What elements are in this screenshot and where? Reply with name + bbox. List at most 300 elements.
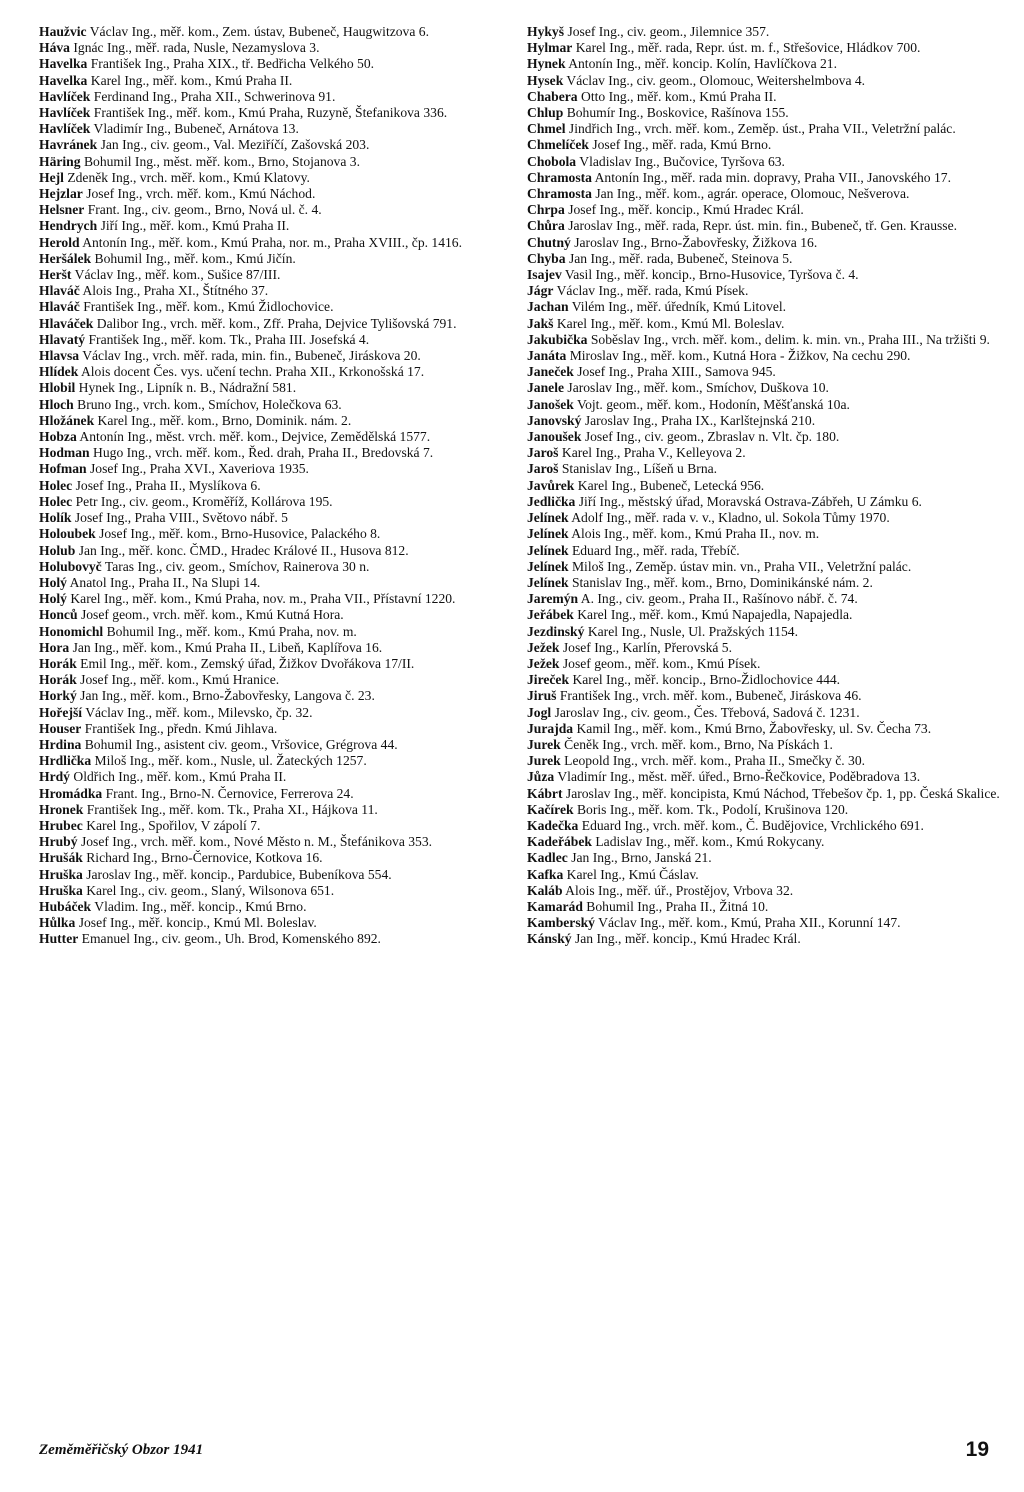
entry-surname: Jireček <box>527 672 570 688</box>
entry-details: Josef geom., měř. kom., Kmú Písek. <box>562 655 761 671</box>
entry-details: Karel Ing., Spořilov, V zápolí 7. <box>86 817 261 833</box>
directory-entry <box>39 170 515 186</box>
directory-entry <box>527 332 1003 348</box>
entry-surname: Ježek <box>527 639 560 655</box>
entry-details: Karel Ing., měř. kom., Kmú Ml. Boleslav. <box>556 315 785 331</box>
right-column <box>527 24 1003 948</box>
directory-entry <box>39 186 515 202</box>
directory-entry <box>39 105 515 121</box>
directory-entry <box>39 688 515 704</box>
entry-surname: Hynek <box>527 56 566 72</box>
entry-surname: Holub <box>39 542 76 558</box>
directory-entry <box>527 867 1003 883</box>
entry-surname: Hejl <box>39 169 64 185</box>
entry-surname: Hubáček <box>39 898 92 914</box>
entry-surname: Haužvic <box>39 24 87 39</box>
entry-details: Jaroslav Ing., měř. koncipista, Kmú Náchod, Třebešov čp. 1, pp. Česká Skalice. <box>565 785 1000 801</box>
entry-details: Antonín Ing., měř. koncip. Kolín, Havlíčkova 21. <box>568 56 837 72</box>
entry-details: Emil Ing., měř. kom., Zemský úřad, Žižkov Dvořákova 17/II. <box>80 655 415 671</box>
page-footer <box>39 1438 989 1472</box>
directory-entry <box>527 640 1003 656</box>
directory-entry <box>39 461 515 477</box>
entry-surname: Kadeřábek <box>527 834 592 850</box>
entry-surname: Jachan <box>527 299 569 315</box>
entry-details: Petr Ing., civ. geom., Kroměříž, Kollárova 195. <box>75 493 333 509</box>
directory-entry <box>527 899 1003 915</box>
entry-surname: Chabera <box>527 88 578 104</box>
directory-entry <box>527 137 1003 153</box>
entry-surname: Hrušák <box>39 850 83 866</box>
entry-details: Boris Ing., měř. kom. Tk., Podolí, Krušinova 120. <box>576 801 849 817</box>
directory-entry <box>527 154 1003 170</box>
entry-surname: Háva <box>39 40 70 56</box>
entry-surname: Jelínek <box>527 542 569 558</box>
entry-details: Josef Ing., civ. geom., Jilemnice 357. <box>567 24 770 39</box>
entry-surname: Janovský <box>527 412 582 428</box>
entry-surname: Hutter <box>39 931 79 947</box>
entry-details: Karel Ing., měř. kom., Kmú Praha, nov. m., Praha VII., Přístavní 1220. <box>70 591 456 607</box>
entry-surname: Hloch <box>39 396 74 412</box>
directory-entry <box>39 705 515 721</box>
directory-entry <box>39 73 515 89</box>
entry-surname: Jůza <box>527 769 555 785</box>
entry-surname: Holoubek <box>39 526 96 542</box>
directory-entry <box>39 299 515 315</box>
entry-details: Josef Ing., měř. koncip., Kmú Hradec Král. <box>568 202 804 218</box>
entry-surname: Kánský <box>527 931 572 947</box>
entry-surname: Kadlec <box>527 850 568 866</box>
directory-entry <box>39 202 515 218</box>
entry-details: Karel Ing., měř. kom., Kmú Praha II. <box>90 72 293 88</box>
entry-surname: Kačírek <box>527 801 574 817</box>
entry-details: Jan Ing., civ. geom., Val. Meziříčí, Zašovská 203. <box>100 137 370 153</box>
entry-details: Josef Ing., měř. kom., Brno-Husovice, Palackého 8. <box>99 526 381 542</box>
directory-entry <box>527 656 1003 672</box>
entry-surname: Honců <box>39 607 78 623</box>
directory-entry <box>527 478 1003 494</box>
entry-details: František Ing., měř. kom. Tk., Praha III. Josefská 4. <box>88 331 370 347</box>
directory-entry <box>527 688 1003 704</box>
entry-details: Anatol Ing., Praha II., Na Slupi 14. <box>69 574 261 590</box>
entry-surname: Horký <box>39 688 77 704</box>
entry-details: Bohumil Ing., měst. měř. kom., Brno, Stojanova 3. <box>83 153 360 169</box>
entry-surname: Jogl <box>527 704 552 720</box>
directory-entry <box>527 170 1003 186</box>
entry-surname: Jaroš <box>527 461 559 477</box>
directory-entry <box>527 89 1003 105</box>
directory-entry <box>527 591 1003 607</box>
directory-entry <box>527 802 1003 818</box>
entry-details: František Ing., měř. kom. Tk., Praha XI., Hájkova 11. <box>86 801 378 817</box>
entry-surname: Chutný <box>527 234 571 250</box>
entry-details: Otto Ing., měř. kom., Kmú Praha II. <box>581 88 777 104</box>
directory-entry <box>39 769 515 785</box>
directory-entry <box>39 478 515 494</box>
entry-surname: Chůra <box>527 218 565 234</box>
directory-entry <box>39 624 515 640</box>
entry-details: Alois Ing., měř. úř., Prostějov, Vrbova 32. <box>565 882 794 898</box>
entry-details: František Ing., vrch. měř. kom., Bubeneč, Jiráskova 46. <box>559 688 862 704</box>
entry-surname: Hejzlar <box>39 186 83 202</box>
entry-details: Jan Ing., měř. kom., Brno-Žabovřesky, Langova č. 23. <box>80 688 375 704</box>
directory-entry <box>39 786 515 802</box>
entry-details: Vladimír Ing., měst. měř. úřed., Brno-Řečkovice, Poděbradova 13. <box>557 769 921 785</box>
entry-surname: Havlíček <box>39 121 91 137</box>
entry-details: Hynek Ing., Lipník n. B., Nádražní 581. <box>78 380 297 396</box>
entry-details: Čeněk Ing., vrch. měř. kom., Brno, Na Pískách 1. <box>564 736 833 752</box>
entry-details: Jan Ing., měř. rada, Bubeneč, Steinova 5. <box>568 250 793 266</box>
directory-entry <box>39 348 515 364</box>
entry-surname: Chmel <box>527 121 566 137</box>
directory-entry <box>527 672 1003 688</box>
entry-details: Karel Ing., civ. geom., Slaný, Wilsonova 651. <box>86 882 335 898</box>
directory-entry <box>527 40 1003 56</box>
entry-details: Josef geom., vrch. měř. kom., Kmú Kutná Hora. <box>80 607 344 623</box>
entry-details: Zdeněk Ing., vrch. měř. kom., Kmú Klatovy. <box>67 169 310 185</box>
directory-entry <box>527 56 1003 72</box>
entry-details: Josef Ing., Praha II., Myslíkova 6. <box>75 477 261 493</box>
entry-details: Frant. Ing., Brno-N. Černovice, Ferrerova 24. <box>105 785 354 801</box>
entry-details: Adolf Ing., měř. rada v. v., Kladno, ul. Sokola Tůmy 1970. <box>571 510 890 526</box>
entry-surname: Hořejší <box>39 704 83 720</box>
entry-details: Miroslav Ing., měř. kom., Kutná Hora - Žižkov, Na cechu 290. <box>569 348 911 364</box>
directory-entry <box>39 332 515 348</box>
entry-surname: Havlíček <box>39 105 91 121</box>
entry-surname: Hobza <box>39 429 77 445</box>
entry-details: Jaroslav Ing., Praha IX., Karlštejnská 210. <box>584 412 816 428</box>
entry-details: Bruno Ing., vrch. kom., Smíchov, Holečkova 63. <box>77 396 342 412</box>
directory-entry <box>39 526 515 542</box>
entry-details: František Ing., měř. kom., Kmú Praha, Ruzyně, Štefanikova 336. <box>93 105 448 121</box>
directory-entry <box>39 591 515 607</box>
entry-surname: Kamarád <box>527 898 583 914</box>
entry-surname: Hrdlička <box>39 753 92 769</box>
entry-details: Taras Ing., civ. geom., Smíchov, Rainerova 30 n. <box>104 558 370 574</box>
directory-entry <box>527 267 1003 283</box>
directory-entry <box>39 251 515 267</box>
entry-surname: Hrdý <box>39 769 70 785</box>
entry-surname: Kábrt <box>527 785 563 801</box>
directory-entry <box>39 235 515 251</box>
entry-details: Václav Ing., měř. kom., Milevsko, čp. 32. <box>85 704 313 720</box>
entry-surname: Javůrek <box>527 477 575 493</box>
entry-surname: Hromádka <box>39 785 103 801</box>
entry-surname: Hendrych <box>39 218 98 234</box>
entry-details: Antonín Ing., měst. vrch. měř. kom., Dejvice, Zemědělská 1577. <box>79 429 431 445</box>
entry-details: Stanislav Ing., měř. kom., Brno, Dominikánské nám. 2. <box>571 574 873 590</box>
directory-entry <box>527 769 1003 785</box>
entry-details: Alois docent Čes. vys. učení techn. Praha XII., Krkonošská 17. <box>80 364 425 380</box>
entry-details: Kamil Ing., měř. kom., Kmú Brno, Žabovřesky, ul. Sv. Čecha 73. <box>576 720 932 736</box>
entry-surname: Chmelíček <box>527 137 589 153</box>
entry-details: František Ing., předn. Kmú Jihlava. <box>84 720 278 736</box>
entry-details: Vasil Ing., měř. koncip., Brno-Husovice, Tyršova č. 4. <box>564 267 859 283</box>
entry-details: Karel Ing., Nusle, Ul. Pražských 1154. <box>587 623 798 639</box>
entry-details: Ladislav Ing., měř. kom., Kmú Rokycany. <box>595 834 825 850</box>
directory-entry <box>527 915 1003 931</box>
directory-entry <box>527 121 1003 137</box>
entry-surname: Kaláb <box>527 882 563 898</box>
directory-entry <box>39 721 515 737</box>
directory-entry <box>39 380 515 396</box>
directory-entry <box>39 24 515 40</box>
entry-details: Václav Ing., vrch. měř. rada, min. fin., Bubeneč, Jiráskova 20. <box>82 348 421 364</box>
directory-entry <box>527 705 1003 721</box>
entry-details: Vladim. Ing., měř. koncip., Kmú Brno. <box>94 898 307 914</box>
entry-details: Václav Ing., civ. geom., Olomouc, Weitershelmbova 4. <box>566 72 866 88</box>
directory-entry <box>39 899 515 915</box>
entry-surname: Hlobil <box>39 380 76 396</box>
entry-details: Josef Ing., Praha VIII., Světovo nábř. 5 <box>74 510 288 526</box>
entry-surname: Havránek <box>39 137 98 153</box>
entry-details: Karel Ing., Praha V., Kelleyova 2. <box>561 445 746 461</box>
entry-details: Karel Ing., měř. kom., Brno, Dominik. nám. 2. <box>97 412 352 428</box>
entry-details: Jiří Ing., městský úřad, Moravská Ostrava-Zábřeh, U Zámku 6. <box>578 493 922 509</box>
directory-entry <box>527 380 1003 396</box>
entry-surname: Janele <box>527 380 564 396</box>
directory-entry <box>39 267 515 283</box>
entry-surname: Heršt <box>39 267 72 283</box>
entry-details: Leopold Ing., vrch. měř. kom., Praha II., Smečky č. 30. <box>564 753 866 769</box>
entry-details: Dalibor Ing., vrch. měř. kom., Zfř. Praha, Dejvice Tylišovská 791. <box>96 315 457 331</box>
entry-surname: Hronek <box>39 801 84 817</box>
entry-surname: Jágr <box>527 283 554 299</box>
directory-entry <box>39 40 515 56</box>
entry-surname: Holík <box>39 510 72 526</box>
entry-surname: Jaroš <box>527 445 559 461</box>
entry-details: Vladislav Ing., Bučovice, Tyršova 63. <box>579 153 785 169</box>
directory-entry <box>39 867 515 883</box>
entry-surname: Jiruš <box>527 688 557 704</box>
entry-surname: Ježek <box>527 655 560 671</box>
entry-surname: Häring <box>39 153 81 169</box>
entry-details: Eduard Ing., měř. rada, Třebíč. <box>571 542 740 558</box>
entry-details: Josef Ing., Praha XIII., Samova 945. <box>577 364 776 380</box>
directory-entry <box>527 283 1003 299</box>
entry-details: Antonín Ing., měř. kom., Kmú Praha, nor. m., Praha XVIII., čp. 1416. <box>82 234 462 250</box>
directory-entry <box>527 931 1003 947</box>
directory-entry <box>527 753 1003 769</box>
entry-details: Bohumil Ing., asistent civ. geom., Vršovice, Grégrova 44. <box>84 736 398 752</box>
directory-entry <box>527 818 1003 834</box>
entry-details: Oldřich Ing., měř. kom., Kmú Praha II. <box>73 769 287 785</box>
entry-surname: Hlaváč <box>39 299 80 315</box>
entry-details: Jiří Ing., měř. kom., Kmú Praha II. <box>100 218 290 234</box>
directory-entry <box>527 235 1003 251</box>
directory-entry <box>39 737 515 753</box>
entry-surname: Jelínek <box>527 574 569 590</box>
entry-surname: Jakubička <box>527 331 588 347</box>
directory-entry <box>39 413 515 429</box>
entry-details: Josef Ing., vrch. měř. kom., Kmú Náchod. <box>86 186 316 202</box>
entry-details: Jaroslav Ing., měř. koncip., Pardubice, Bubeníkova 554. <box>86 866 392 882</box>
entry-surname: Jelínek <box>527 558 569 574</box>
entry-surname: Hofman <box>39 461 87 477</box>
directory-entry <box>39 607 515 623</box>
entry-surname: Hodman <box>39 445 90 461</box>
directory-entry <box>527 348 1003 364</box>
entry-details: Josef Ing., měř. koncip., Kmú Ml. Boleslav. <box>78 915 317 931</box>
entry-surname: Janoušek <box>527 429 582 445</box>
directory-entry <box>39 883 515 899</box>
directory-entry <box>39 640 515 656</box>
entry-surname: Hruška <box>39 866 83 882</box>
entry-details: Karel Ing., Bubeneč, Letecká 956. <box>577 477 765 493</box>
directory-entry <box>39 672 515 688</box>
directory-entry <box>39 316 515 332</box>
directory-entry <box>527 397 1003 413</box>
directory-entry <box>39 154 515 170</box>
entry-details: František Ing., měř. kom., Kmú Židlochovice. <box>83 299 334 315</box>
entry-surname: Jeřábek <box>527 607 574 623</box>
entry-surname: Horák <box>39 672 77 688</box>
entry-surname: Chrpa <box>527 202 565 218</box>
entry-surname: Houser <box>39 720 82 736</box>
entry-surname: Hlavatý <box>39 331 86 347</box>
entry-surname: Janošek <box>527 396 574 412</box>
directory-entry <box>39 753 515 769</box>
entry-surname: Chyba <box>527 250 566 266</box>
entry-surname: Hruška <box>39 882 83 898</box>
entry-surname: Hlaváč <box>39 283 80 299</box>
directory-entry <box>527 429 1003 445</box>
entry-surname: Kamberský <box>527 915 595 931</box>
entry-details: Alois Ing., Praha XI., Štítného 37. <box>82 283 269 299</box>
directory-entry <box>527 24 1003 40</box>
entry-details: Vilém Ing., měř. úředník, Kmú Litovel. <box>571 299 787 315</box>
entry-surname: Holý <box>39 591 67 607</box>
entry-surname: Chlup <box>527 105 564 121</box>
directory-entry <box>39 445 515 461</box>
directory-entry <box>39 218 515 234</box>
entry-surname: Holec <box>39 477 73 493</box>
entry-surname: Jurek <box>527 753 561 769</box>
entry-details: Václav Ing., měř. kom., Sušice 87/III. <box>74 267 281 283</box>
entry-details: Ignác Ing., měř. rada, Nusle, Nezamyslova 3. <box>73 40 320 56</box>
entry-surname: Hlaváček <box>39 315 94 331</box>
entry-details: Jaroslav Ing., Brno-Žabovřesky, Žižkova 16. <box>574 234 818 250</box>
directory-entry <box>527 575 1003 591</box>
entry-surname: Jakš <box>527 315 554 331</box>
directory-entry <box>39 510 515 526</box>
entry-surname: Hrubý <box>39 834 78 850</box>
directory-entry <box>527 737 1003 753</box>
entry-details: Josef Ing., měř. kom., Kmú Hranice. <box>80 672 280 688</box>
entry-details: Josef Ing., civ. geom., Zbraslav n. Vlt. čp. 180. <box>584 429 840 445</box>
entry-details: Jindřich Ing., vrch. měř. kom., Zeměp. úst., Praha VII., Veletržní palác. <box>568 121 956 137</box>
entry-surname: Jedlička <box>527 493 576 509</box>
entry-surname: Hora <box>39 639 70 655</box>
directory-entry <box>39 818 515 834</box>
directory-entry <box>39 656 515 672</box>
entry-details: Eduard Ing., vrch. měř. kom., Č. Budějovice, Vrchlického 691. <box>581 817 924 833</box>
entry-details: Jaroslav Ing., měř. rada, Repr. úst. min. fin., Bubeneč, tř. Gen. Krausse. <box>568 218 958 234</box>
entry-surname: Hylmar <box>527 40 573 56</box>
entry-details: Bohumil Ing., Praha II., Žitná 10. <box>586 898 769 914</box>
entry-surname: Isajev <box>527 267 562 283</box>
entry-surname: Hykyš <box>527 24 565 39</box>
directory-entry <box>39 429 515 445</box>
page-number: 19 <box>965 1438 989 1461</box>
entry-surname: Herold <box>39 234 80 250</box>
entry-details: Bohumír Ing., Boskovice, Rašínova 155. <box>566 105 789 121</box>
directory-entry <box>39 543 515 559</box>
directory-entry <box>39 575 515 591</box>
entry-surname: Hysek <box>527 72 564 88</box>
entry-details: Ferdinand Ing., Praha XII., Schwerinova 91. <box>93 88 336 104</box>
directory-entry <box>527 316 1003 332</box>
entry-details: Soběslav Ing., vrch. měř. kom., delim. k. min. vn., Praha III., Na tržišti 9. <box>590 331 990 347</box>
entry-surname: Hrubec <box>39 817 83 833</box>
directory-entry <box>39 121 515 137</box>
entry-surname: Chobola <box>527 153 577 169</box>
entry-surname: Jelínek <box>527 510 569 526</box>
entry-surname: Hlavsa <box>39 348 80 364</box>
directory-entry <box>527 883 1003 899</box>
directory-entry <box>39 494 515 510</box>
entry-details: Václav Ing., měř. kom., Zem. ústav, Bubeneč, Haugwitzova 6. <box>89 24 429 39</box>
directory-entry <box>39 915 515 931</box>
entry-details: Karel Ing., měř. kom., Kmú Napajedla, Napajedla. <box>577 607 853 623</box>
directory-entry <box>39 137 515 153</box>
directory-entry <box>527 510 1003 526</box>
entry-details: Bohumil Ing., měř. kom., Kmú Jičín. <box>94 250 296 266</box>
entry-surname: Honomichl <box>39 623 104 639</box>
entry-details: Bohumil Ing., měř. kom., Kmú Praha, nov. m. <box>106 623 357 639</box>
directory-entry <box>39 850 515 866</box>
entry-details: Václav Ing., měř. kom., Kmú, Praha XII., Korunní 147. <box>598 915 901 931</box>
entry-details: Karel Ing., měř. rada, Repr. úst. m. f., Střešovice, Hládkov 700. <box>575 40 921 56</box>
entry-surname: Jaremýn <box>527 591 579 607</box>
entry-details: Vojt. geom., měř. kom., Hodonín, Měšťanská 10a. <box>577 396 850 412</box>
directory-entry <box>527 186 1003 202</box>
entry-details: Jan Ing., měř. kom., agrár. operace, Olomouc, Nešverova. <box>595 186 910 202</box>
left-column <box>39 24 515 948</box>
directory-entry <box>527 786 1003 802</box>
entry-surname: Hrdina <box>39 736 82 752</box>
entry-details: Stanislav Ing., Líšeň u Brna. <box>561 461 718 477</box>
entry-details: Jan Ing., měř. kom., Kmú Praha II., Libeň, Kaplířova 16. <box>72 639 383 655</box>
directory-entry <box>527 299 1003 315</box>
entry-surname: Jelínek <box>527 526 569 542</box>
entry-details: Emanuel Ing., civ. geom., Uh. Brod, Komenského 892. <box>81 931 381 947</box>
entry-details: František Ing., Praha XIX., tř. Bedřicha Velkého 50. <box>90 56 375 72</box>
directory-entry <box>527 607 1003 623</box>
entry-details: Josef Ing., měř. rada, Kmú Brno. <box>592 137 772 153</box>
entry-details: Vladimír Ing., Bubeneč, Arnátova 13. <box>93 121 299 137</box>
directory-entry <box>527 526 1003 542</box>
entry-details: Josef Ing., vrch. měř. kom., Nové Město n. M., Štefánikova 353. <box>80 834 433 850</box>
directory-entry <box>39 802 515 818</box>
entry-surname: Holý <box>39 574 67 590</box>
entry-surname: Hložánek <box>39 412 95 428</box>
entry-details: Jan Ing., Brno, Janská 21. <box>571 850 712 866</box>
entry-details: A. Ing., civ. geom., Praha II., Rašínovo nábř. č. 74. <box>580 591 858 607</box>
directory-entry <box>527 850 1003 866</box>
entry-surname: Kadečka <box>527 817 579 833</box>
entry-details: Karel Ing., měř. koncip., Brno-Židlochovice 444. <box>572 672 841 688</box>
directory-entry <box>527 624 1003 640</box>
entry-surname: Havelka <box>39 72 88 88</box>
entry-surname: Chramosta <box>527 169 592 185</box>
entry-details: Jan Ing., měř. koncip., Kmú Hradec Král. <box>574 931 801 947</box>
directory-entry <box>527 834 1003 850</box>
directory-entry <box>39 559 515 575</box>
entry-details: Josef Ing., Praha XVI., Xaveriova 1935. <box>89 461 309 477</box>
entry-details: Václav Ing., měř. rada, Kmú Písek. <box>556 283 749 299</box>
directory-entry <box>527 218 1003 234</box>
entry-surname: Hůlka <box>39 915 76 931</box>
